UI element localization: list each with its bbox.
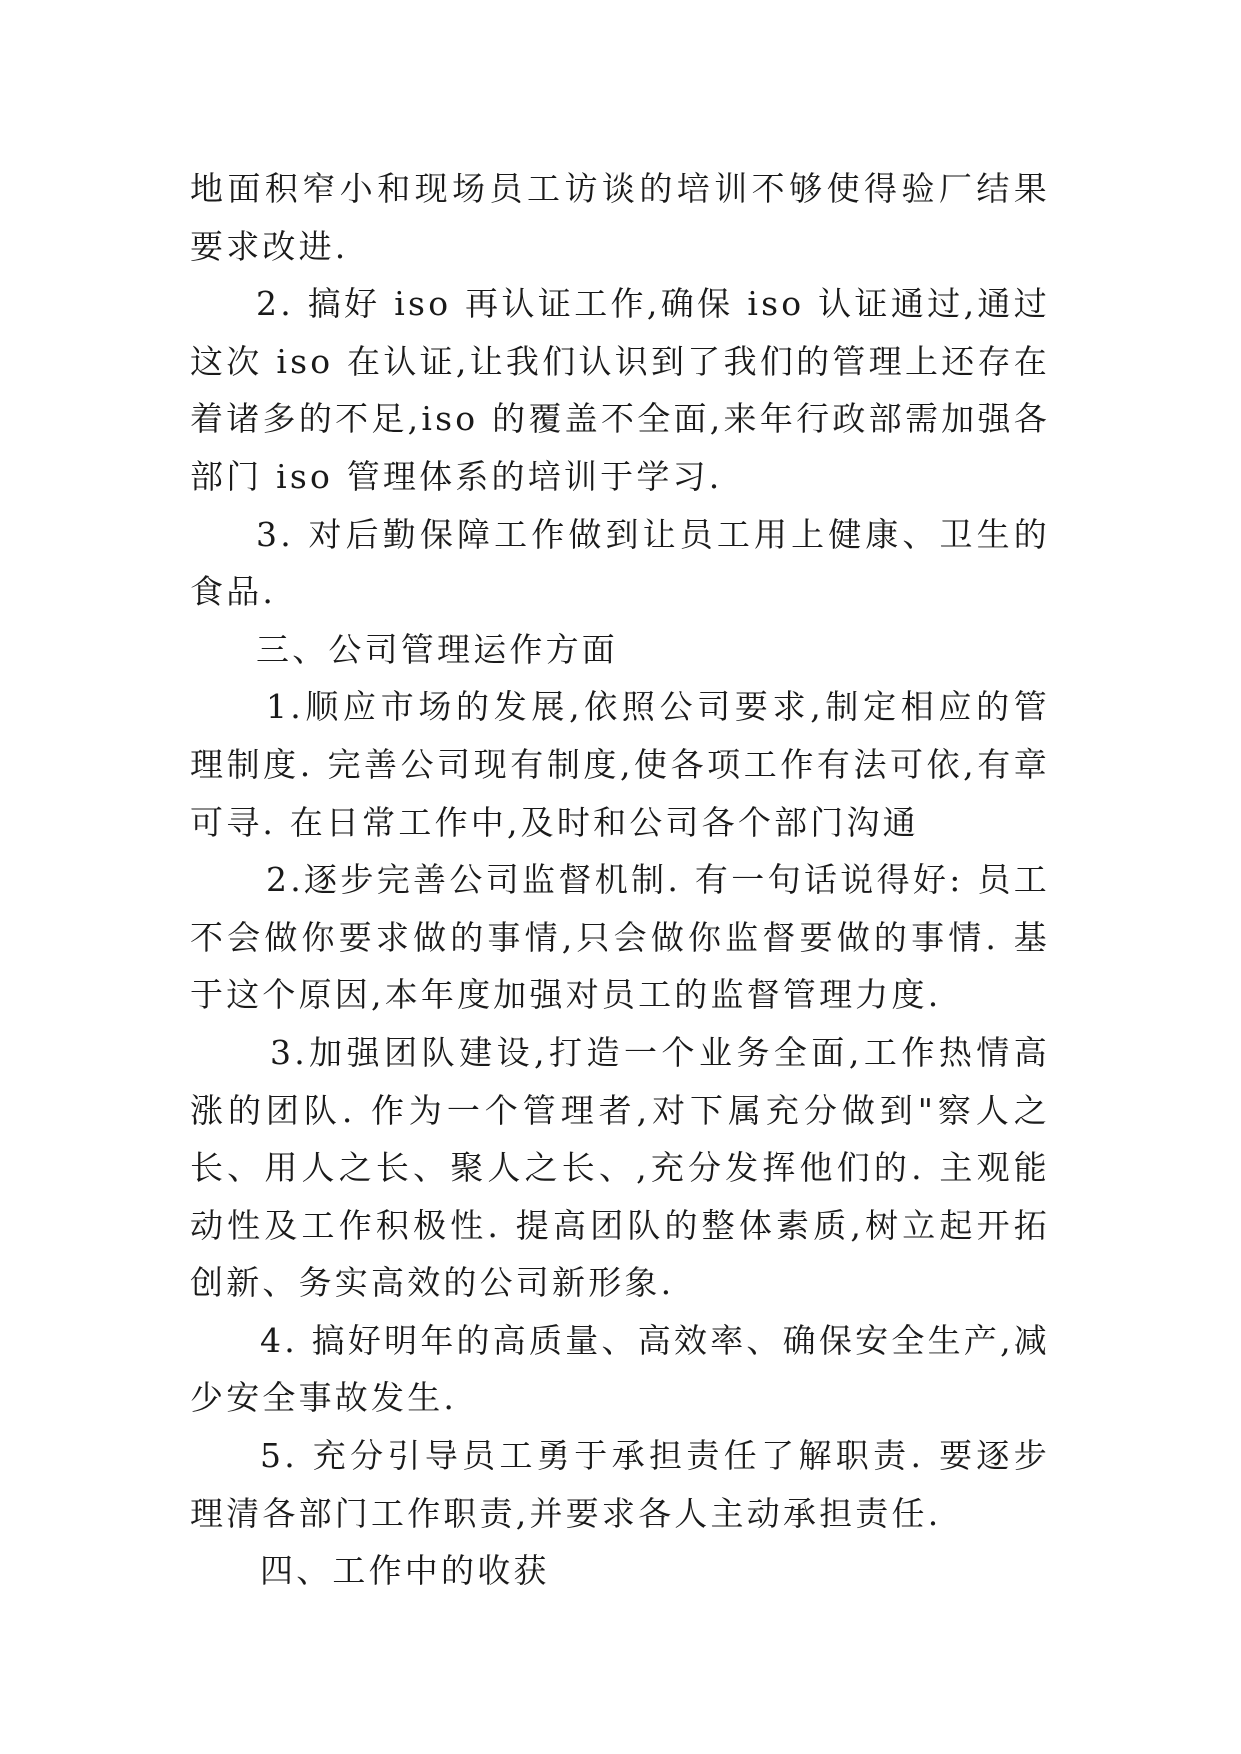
paragraph-logistics: 3. 对后勤保障工作做到让员工用上健康、卫生的食品. (190, 514, 1050, 612)
section-heading-gains: 四、工作中的收获 (260, 1551, 550, 1591)
paragraph-safety: 4. 搞好明年的高质量、高效率、确保安全生产,减少安全事故发生. (190, 1320, 1050, 1418)
paragraph-management-system: 1.顺应市场的发展,依照公司要求,制定相应的管理制度. 完善公司现有制度,使各项工作有法可依,有章可寻. 在日常工作中,及时和公司各个部门沟通 (190, 687, 1050, 842)
paragraph-team-building: 3.加强团队建设,打造一个业务全面,工作热情高涨的团队. 作为一个管理者,对下属充分做到"察人之长、用人之长、聚人之长、,充分发挥他们的. 主观能动性及工作积极性. 提高团队的整体素质,树立起开拓创新、务实高效的公司新形象. (190, 1032, 1050, 1303)
paragraph-iso-recertification: 2. 搞好 iso 再认证工作,确保 iso 认证通过,通过这次 iso 在认证,让我们认识到了我们的管理上还存在着诸多的不足,iso 的覆盖不全面,来年行政部需加强各部门 iso 管理体系的培训于学习. (190, 284, 1050, 496)
paragraph-continuation: 地面积窄小和现场员工访谈的培训不够使得验厂结果要求改进. (190, 169, 1050, 266)
document-body (190, 160, 1050, 1600)
section-heading-management: 三、公司管理运作方面 (256, 629, 618, 669)
paragraph-supervision: 2.逐步完善公司监督机制. 有一句话说得好: 员工不会做你要求做的事情,只会做你监督要做的事情. 基于这个原因,本年度加强对员工的监督管理力度. (190, 860, 1050, 1015)
paragraph-responsibility: 5. 充分引导员工勇于承担责任了解职责. 要逐步理清各部门工作职责,并要求各人主动承担责任. (190, 1436, 1050, 1533)
